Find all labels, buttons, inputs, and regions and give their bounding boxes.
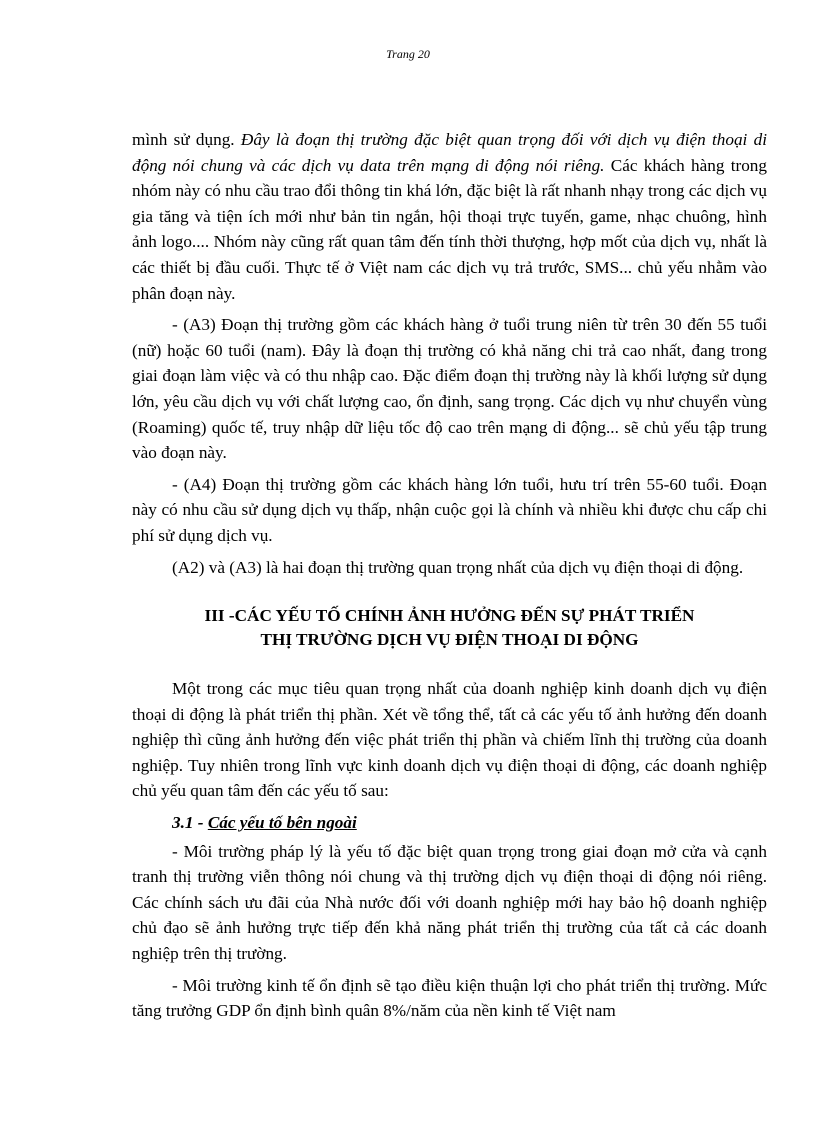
paragraph-tail: Các khách hàng trong nhóm này có nhu cầu trao đổi thông tin khá lớn, đặc biệt là rất nhanh nhạy trong các dịch vụ gia tăng và tiện ích mới như bản tin ngắn, hội thoại trực tuyến, game, nhạc chuông, hình ảnh logo.... Nhóm này cũng rất quan tâm đến tính thời thượng, hợp mốt của dịch vụ, nhất là các thiết bị đầu cuối. Thực tế ở Việt nam các dịch vụ trả trước, SMS... chủ yếu nhằm vào phân đoạn này. <box>132 155 767 303</box>
paragraph-lead: mình sử dụng. <box>132 130 241 149</box>
paragraph-legal-environment: - Môi trường pháp lý là yếu tố đặc biệt quan trọng trong giai đoạn mở cửa và cạnh tranh thị trường viễn thông nói chung và thị trường dịch vụ điện thoại di động nói riêng. Các chính sách ưu đãi của Nhà nước đối với doanh nghiệp mới hay bảo hộ doanh nghiệp chủ đạo sẽ ảnh hưởng trực tiếp đến khả năng phát triển thị trường của tất cả các doanh nghiệp trên thị trường. <box>132 841 767 964</box>
subsection-title: Các yếu tố bên ngoài <box>207 813 357 833</box>
page-number-header: Trang 20 <box>386 47 430 61</box>
paragraph-intro: Một trong các mục tiêu quan trọng nhất của doanh nghiệp kinh doanh dịch vụ điện thoại di động là phát triển thị phần. Xét về tổng thể, tất cả các yếu tố ảnh hưởng đến doanh nghiệp thì cũng ảnh hưởng đến việc phát triển thị phần và chiếm lĩnh thị trường của doanh nghiệp. Tuy nhiên trong lĩnh vực kinh doanh dịch vụ điện thoại di động, các doanh nghiệp chủ yếu quan tâm đến các yếu tố sau: <box>132 679 767 801</box>
subsection-heading <box>132 810 767 836</box>
document-body <box>132 127 767 1030</box>
paragraph-a2-continuation <box>132 127 767 306</box>
section-heading <box>132 604 767 652</box>
paragraph-summary: (A2) và (A3) là hai đoạn thị trường quan trọng nhất của dịch vụ điện thoại di động. <box>172 557 744 577</box>
paragraph-a3: - (A3) Đoạn thị trường gồm các khách hàng ở tuổi trung niên từ trên 30 đến 55 tuổi (nữ) hoặc 60 tuổi (nam). Đây là đoạn thị trường có khả năng chi trả cao nhất, đang trong giai đoạn làm việc và có thu nhập cao. Đặc điểm đoạn thị trường này là khối lượng sử dụng lớn, yêu cầu dịch vụ với chất lượng cao, ổn định, sang trọng. Các dịch vụ như chuyển vùng (Roaming) quốc tế, truy nhập dữ liệu tốc độ cao trên mạng di động... sẽ chủ yếu tập trung vào đoạn này. <box>132 315 767 463</box>
paragraph-emphasis: Đây là đoạn thị trường đặc biệt quan trọng đối với dịch vụ điện thoại di động nói chung và các dịch vụ data trên mạng di động nói riêng. <box>132 130 768 175</box>
section-heading-line-1: III -CÁC YẾU TỐ CHÍNH ẢNH HƯỞNG ĐẾN SỰ PHÁT TRIỂN <box>204 606 695 626</box>
section-heading-line-2: THỊ TRƯỜNG DỊCH VỤ ĐIỆN THOẠI DI ĐỘNG <box>260 630 639 650</box>
subsection-number: 3.1 - <box>172 813 208 833</box>
paragraph-a4: - (A4) Đoạn thị trường gồm các khách hàng lớn tuổi, hưu trí trên 55-60 tuổi. Đoạn này có nhu cầu sử dụng dịch vụ thấp, nhận cuộc gọi là chính và nhiều khi được chu cấp chi phí sử dụng dịch vụ. <box>132 474 767 545</box>
paragraph-economic-environment: - Môi trường kinh tế ổn định sẽ tạo điều kiện thuận lợi cho phát triển thị trường. Mức tăng trưởng GDP ổn định bình quân 8%/năm của nền kinh tế Việt nam <box>132 975 767 1021</box>
